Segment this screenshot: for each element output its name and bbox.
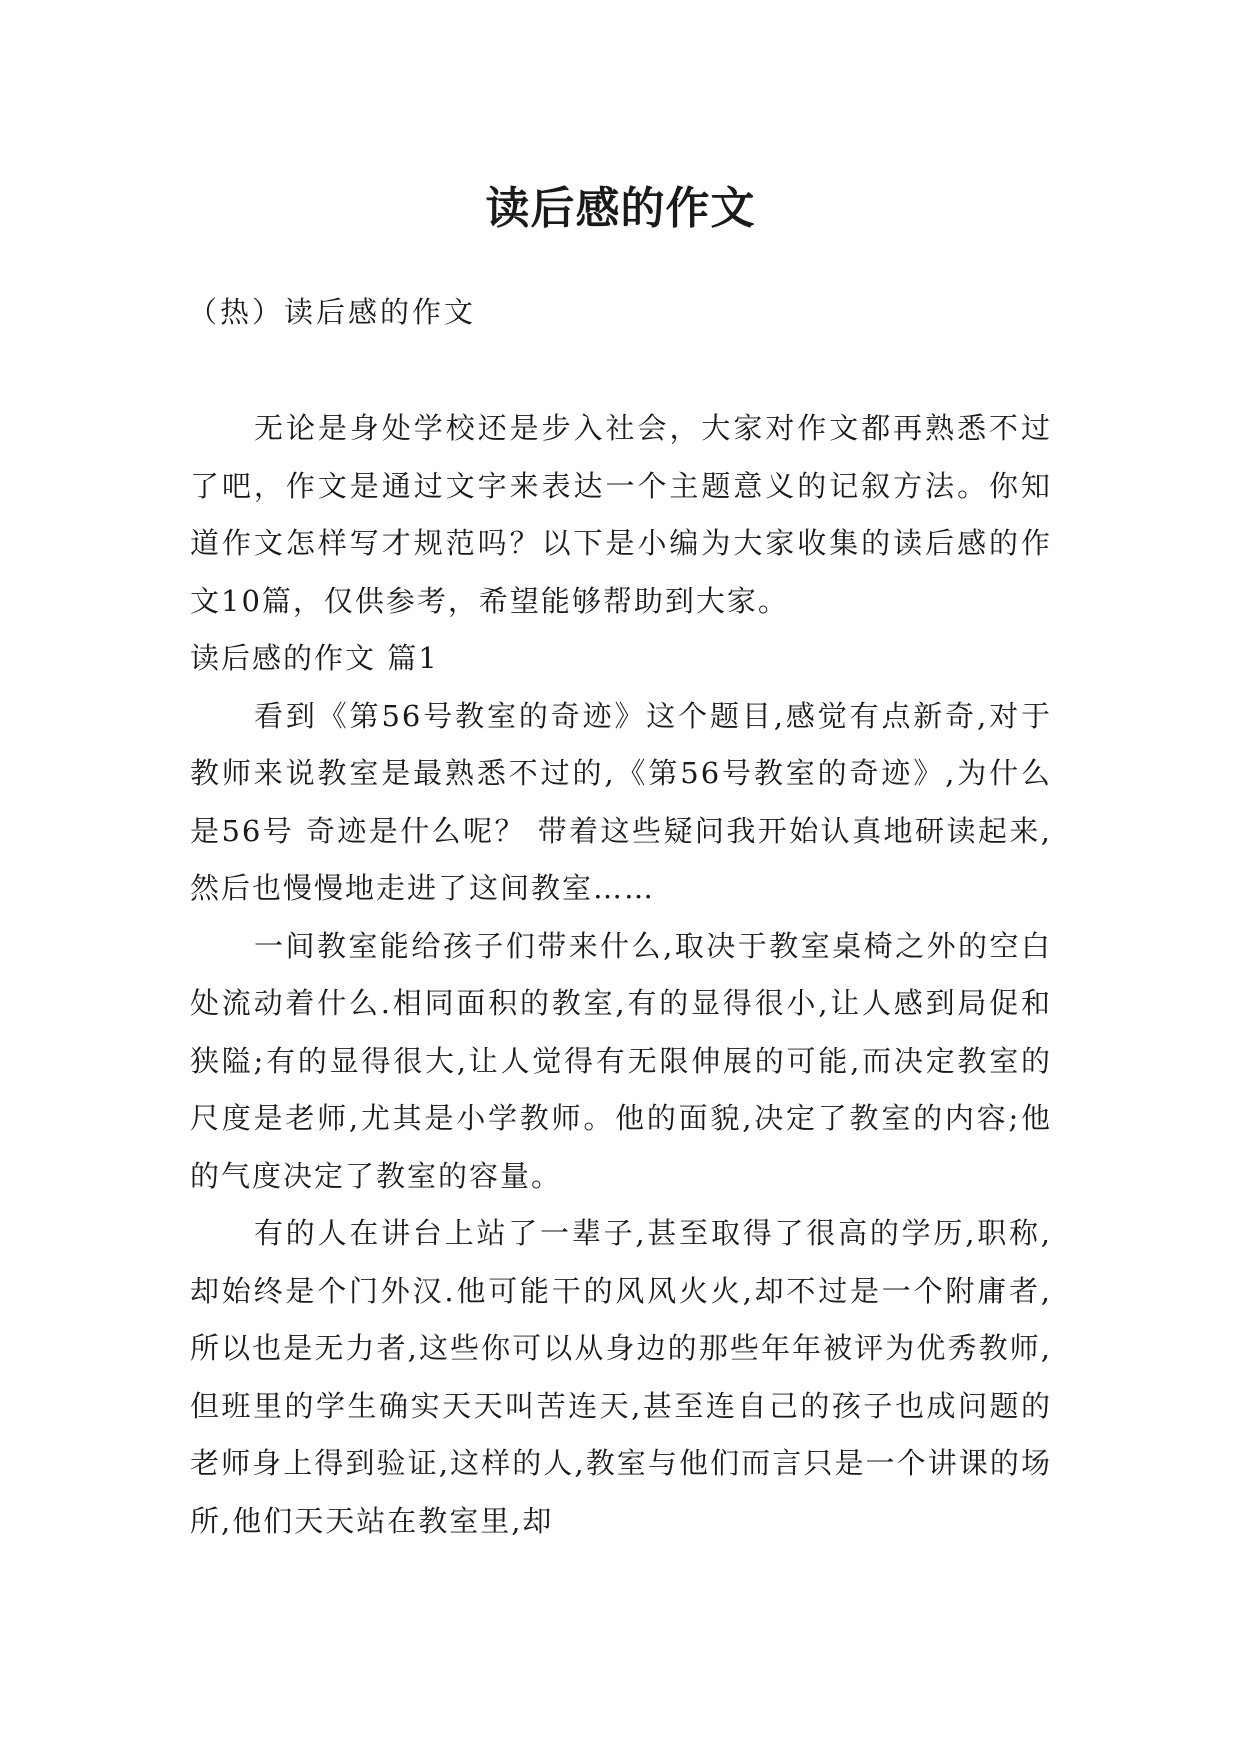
body-paragraph-1: 看到《第56号教室的奇迹》这个题目,感觉有点新奇,对于教师来说教室是最熟悉不过的,《第56号教室的奇迹》,为什么是56号 奇迹是什么呢？ 带着这些疑问我开始认真地研读起来,然后也慢慢地走进了这间教室…… — [190, 698, 1052, 905]
document-subtitle: （热）读后感的作文 — [188, 295, 477, 329]
document-body — [190, 400, 1052, 1550]
section-heading: 读后感的作文 篇1 — [190, 641, 439, 675]
intro-paragraph: 无论是身处学校还是步入社会，大家对作文都再熟悉不过了吧，作文是通过文字来表达一个主题意义的记叙方法。你知道作文怎样写才规范吗？以下是小编为大家收集的读后感的作文10篇，仅供参考，希望能够帮助到大家。 — [190, 411, 1052, 618]
body-paragraph-3: 有的人在讲台上站了一辈子,甚至取得了很高的学历,职称,却始终是个门外汉.他可能干的风风火火,却不过是一个附庸者,所以也是无力者,这些你可以从身边的那些年年被评为优秀教师,但班里的学生确实天天叫苦连天,甚至连自己的孩子也成问题的老师身上得到验证,这样的人,教室与他们而言只是一个讲课的场所,他们天天站在教室里,却 — [190, 1216, 1052, 1538]
document-title: 读后感的作文 — [485, 183, 756, 235]
body-paragraph-2: 一间教室能给孩子们带来什么,取决于教室桌椅之外的空白处流动着什么.相同面积的教室,有的显得很小,让人感到局促和狭隘;有的显得很大,让人觉得有无限伸展的可能,而决定教室的尺度是老师,尤其是小学教师。他的面貌,决定了教室的内容;他的气度决定了教室的容量。 — [190, 928, 1052, 1193]
